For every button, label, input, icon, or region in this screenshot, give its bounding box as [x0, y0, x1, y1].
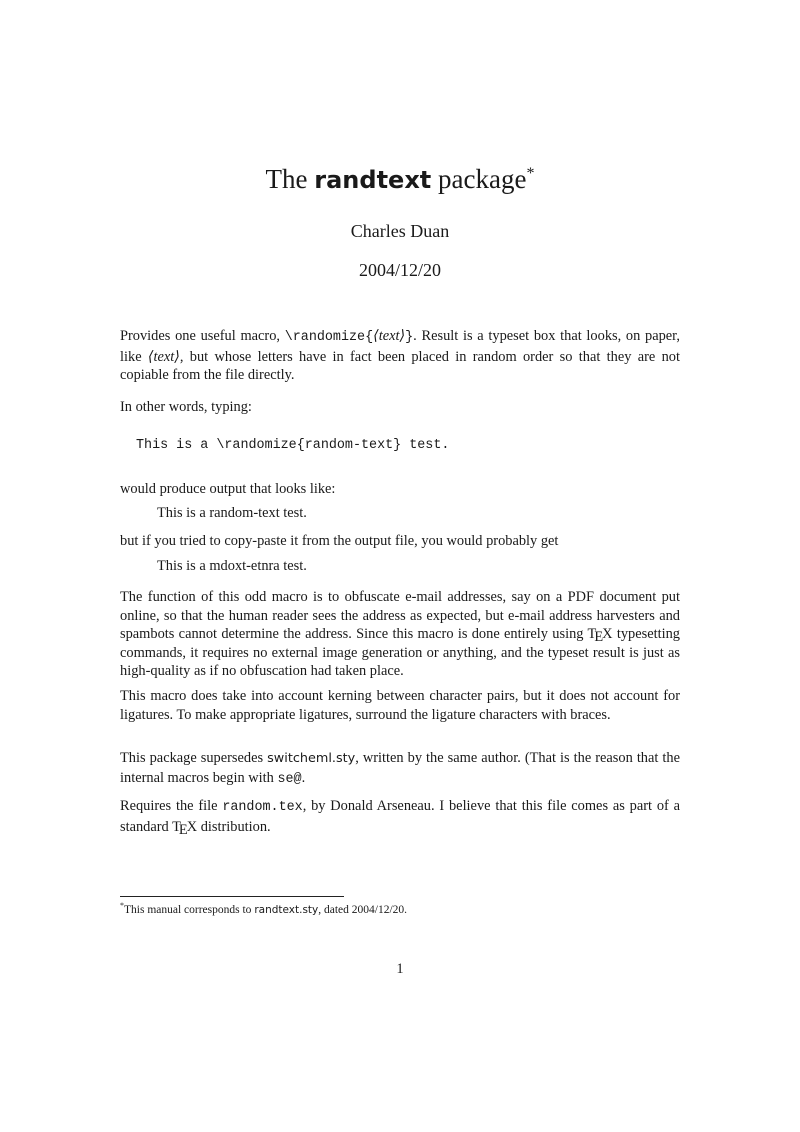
paragraph-kerning: This macro does take into account kerning between character pairs, but it does not account for ligatures. To make appropriate ligatures, surround the ligature characters with braces. [120, 688, 680, 723]
paragraph-function: The function of this odd macro is to obfuscate e-mail addresses, say on a PDF document put online, so that the human reader sees the address as expected, but e-mail address harvesters and spambots cannot determine the address. Since this macro is done entirely using TEX typesetting commands, it requires no external image generation or anything, and the typeset result is just as high-quality as if no obfuscation had taken place. [120, 589, 680, 680]
paragraph-supersedes: This package supersedes switcheml.sty, written by the same author. (That is the reason that the internal macros begin with se@. [120, 750, 680, 787]
tex-logo: TEX [587, 626, 613, 646]
paragraph-output: would produce output that looks like: [120, 481, 336, 497]
page-number: 1 [396, 961, 404, 977]
code-example: This is a \randomize{random-text} test. [136, 438, 450, 453]
example-copied: This is a mdoxt-etnra test. [157, 558, 307, 574]
footnote: *This manual corresponds to randtext.sty, dated 2004/12/20. [120, 901, 408, 916]
paragraph-typing: In other words, typing: [120, 399, 252, 415]
paragraph-intro: Provides one useful macro, \randomize{⟨text⟩}. Result is a typeset box that looks, on paper, like ⟨text⟩, but whose letters have in fact been placed in random order so that they are not copiable from the file directly. [120, 328, 680, 384]
date: 2004/12/20 [358, 260, 441, 280]
paragraph-copy-paste: but if you tried to copy-paste it from the output file, you would probably get [120, 533, 559, 549]
example-output: This is a random-text test. [157, 505, 307, 521]
paragraph-requires: Requires the file random.tex, by Donald Arseneau. I believe that this file comes as part of a standard TEX distribution. [120, 798, 680, 838]
footnote-marker: * [526, 165, 535, 182]
author: Charles Duan [350, 221, 450, 241]
tex-logo: TEX [172, 818, 198, 838]
footnote-rule [120, 896, 344, 897]
package-name: randtext [314, 166, 432, 194]
document-title: The randtext package* [265, 164, 535, 194]
